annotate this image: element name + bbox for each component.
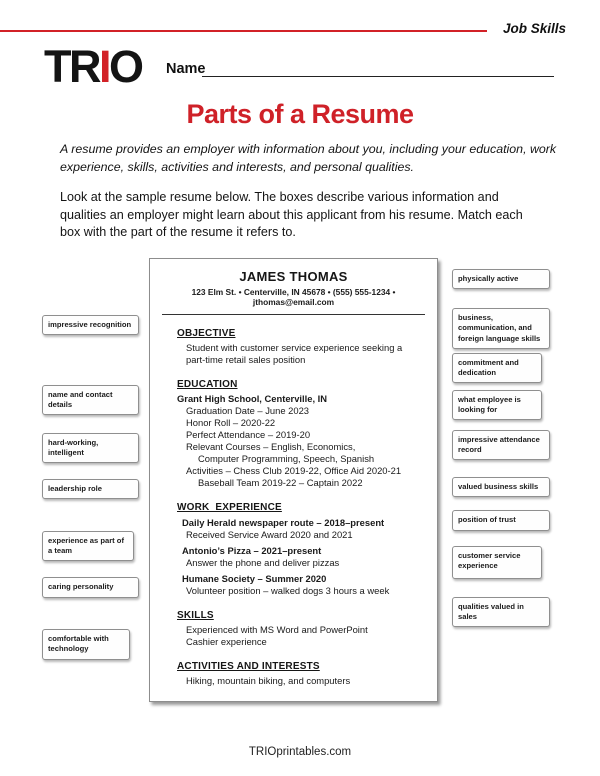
resume-line: Humane Society – Summer 2020 [182,573,327,584]
resume-line: Graduation Date – June 2023 [186,405,310,416]
resume-line: Perfect Attendance – 2019-20 [186,429,311,440]
resume-name: JAMES THOMAS [239,269,348,284]
resume-section-education [165,379,422,489]
work-entry [177,545,422,569]
match-box-name-contact-details: name and contact details [42,385,139,415]
resume-line: Received Service Award 2020 and 2021 [186,529,353,540]
footer-url: TRIOprintables.com [248,746,352,758]
resume-line: Baseball Team 2019-22 – Captain 2022 [198,477,363,488]
resume-line: Relevant Courses – English, Economics, [186,441,356,452]
match-box-qualities-valued-sales: qualities valued in sales [452,597,550,627]
section-heading: SKILLS [177,610,214,621]
logo-part-1: TR [44,41,99,92]
match-box-commitment-dedication: commitment and dedication [452,353,542,383]
match-box-impressive-recognition: impressive recognition [42,315,139,335]
work-entry [177,573,422,597]
resume-section-activities [165,661,422,687]
match-box-what-employee-looking-for: what employee is looking for [452,390,542,420]
corner-tag: Job Skills [502,21,566,36]
match-box-caring-personality: caring personality [42,577,139,598]
section-heading: ACTIVITIES AND INTERESTS [177,661,320,672]
name-row [166,60,554,78]
match-box-comfortable-technology: comfortable with technology [42,629,130,660]
resume-line: Activities – Chess Club 2019-22, Office Aid 2020-21 [186,465,402,476]
match-box-business-communication-language: business, communication, and foreign language skills [452,308,550,349]
match-box-hard-working-intelligent: hard-working, intelligent [42,433,139,463]
section-heading: EDUCATION [177,379,238,390]
resume-line: Honor Roll – 2020-22 [186,417,276,428]
name-label: Name [166,61,206,77]
resume-line: Volunteer position – walked dogs 3 hours a week [186,585,390,596]
match-box-position-of-trust: position of trust [452,510,550,531]
intro-paragraph: A resume provides an employer with information about you, including your education, work experience, skills, activities and interests, and personal qualities. [60,142,557,174]
header-rule [0,30,487,32]
match-box-customer-service-experience: customer service experience [452,546,542,579]
resume-line: Daily Herald newspaper route – 2018–present [182,517,385,528]
name-blank-line [202,76,554,77]
resume-contact: 123 Elm St. • Centerville, IN 45678 • (555) 555-1234 • jthomas@email.com [191,287,396,307]
resume-line: Answer the phone and deliver pizzas [186,557,340,568]
resume-divider [162,314,425,315]
resume-section-objective [165,328,422,366]
logo-part-3: O [109,41,142,92]
resume-section-skills [165,610,422,648]
match-box-leadership-role: leadership role [42,479,139,499]
resume-line: Antonio’s Pizza – 2021–present [182,545,322,556]
logo-part-2: I [99,41,110,92]
resume-line: Computer Programming, Speech, Spanish [198,453,375,464]
resume-section-work-experience [165,502,422,597]
page-title: Parts of a Resume [186,99,414,129]
instructions-paragraph: Look at the sample resume below. The boxes describe various information and qualities an employer might learn about this applicant from his resume. Match each box with the part of the resume it refers to. [60,190,523,239]
match-box-attendance-record: impressive attendance record [452,430,550,460]
match-box-physically-active: physically active [452,269,550,289]
section-heading: OBJECTIVE [177,328,236,339]
section-heading: WORK EXPERIENCE [177,502,282,513]
resume-line: Cashier experience [186,636,267,647]
resume-line: Hiking, mountain biking, and computers [186,675,351,686]
resume-line: Grant High School, Centerville, IN [177,393,328,404]
work-entry [177,517,422,541]
match-box-valued-business-skills: valued business skills [452,477,550,497]
sample-resume [149,258,438,702]
resume-line: Experienced with MS Word and PowerPoint [186,624,368,635]
resume-line: Student with customer service experience seeking a part-time retail sales position [186,342,403,365]
match-box-experience-team: experience as part of a team [42,531,134,561]
trio-logo [44,41,142,92]
